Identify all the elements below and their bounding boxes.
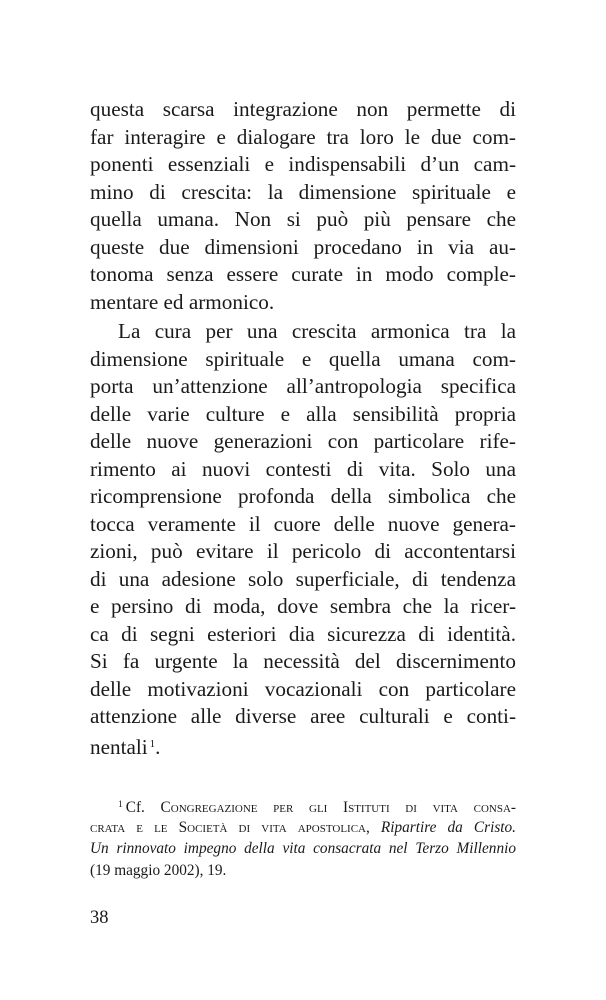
page-number: 38	[90, 908, 109, 928]
text-line: quella umana. Non si può più pensare che	[90, 207, 516, 231]
text-line: mentare ed armonico.	[90, 289, 275, 314]
text-line: mino di crescita: la dimensione spirituale e	[90, 179, 516, 204]
paragraph-1	[90, 96, 516, 316]
text-line-content: nentali	[90, 734, 148, 759]
footnote-title: Ripartire da Cristo.	[380, 818, 516, 836]
text-line: far interagire e dialogare tra loro le due com-	[90, 124, 516, 149]
footnote-line-3: Un rinnovato impegno della vita consacrata nel Terzo Millennio	[90, 840, 516, 857]
text-line: delle varie culture e alla sensibilità propria	[90, 401, 516, 426]
footnote-line-2	[90, 817, 516, 839]
text-line: dimensione spirituale e quella umana com-	[90, 346, 516, 371]
footnote-author: Congregazione per gli Istituti di vita consa-	[160, 799, 516, 816]
paragraph-2	[90, 318, 516, 758]
footnote-line-4: (19 maggio 2002), 19.	[90, 861, 227, 879]
body-text	[90, 96, 516, 758]
text-line: questa scarsa integrazione non permette di	[90, 97, 516, 121]
text-line: queste due dimensioni procedano in via au-	[90, 234, 516, 259]
text-line-last	[90, 731, 516, 759]
text-line: delle motivazioni vocazionali con particolare	[90, 676, 516, 701]
footnote-author-cont: crata e le Società di vita apostolica,	[90, 818, 370, 836]
text-line: tocca veramente il cuore delle nuove genera-	[90, 511, 516, 536]
text-line: ca di segni esteriori dia sicurezza di identità.	[90, 621, 516, 646]
text-line: porta un’attenzione all’antropologia specifica	[90, 374, 516, 398]
footnote-reference: 1	[149, 737, 156, 750]
text-line: ponenti essenziali e indispensabili d’un cam-	[90, 152, 516, 176]
footnote-line-1	[90, 795, 516, 817]
text-line: attenzione alle diverse aree culturali e conti-	[90, 704, 516, 728]
text-line: tonoma senza essere curate in modo comple-	[90, 262, 516, 286]
text-line: e persino di moda, dove sembra che la ricer-	[90, 594, 516, 618]
text-line: ricomprensione profonda della simbolica che	[90, 484, 516, 508]
text-line: rimento ai nuovi contesti di vita. Solo una	[90, 456, 516, 481]
final-period: .	[155, 734, 161, 759]
text-line: Si fa urgente la necessità del discernimento	[90, 649, 516, 673]
footnote-mark: 1	[118, 800, 123, 810]
text-line: zioni, può evitare il pericolo di accontentarsi	[90, 539, 516, 563]
footnote	[90, 795, 516, 881]
text-line: di una adesione solo superficiale, di tendenza	[90, 566, 516, 591]
text-line: La cura per una crescita armonica tra la	[118, 319, 516, 343]
footnote-cf: Cf.	[125, 799, 145, 816]
text-line: delle nuove generazioni con particolare rife-	[90, 429, 516, 453]
